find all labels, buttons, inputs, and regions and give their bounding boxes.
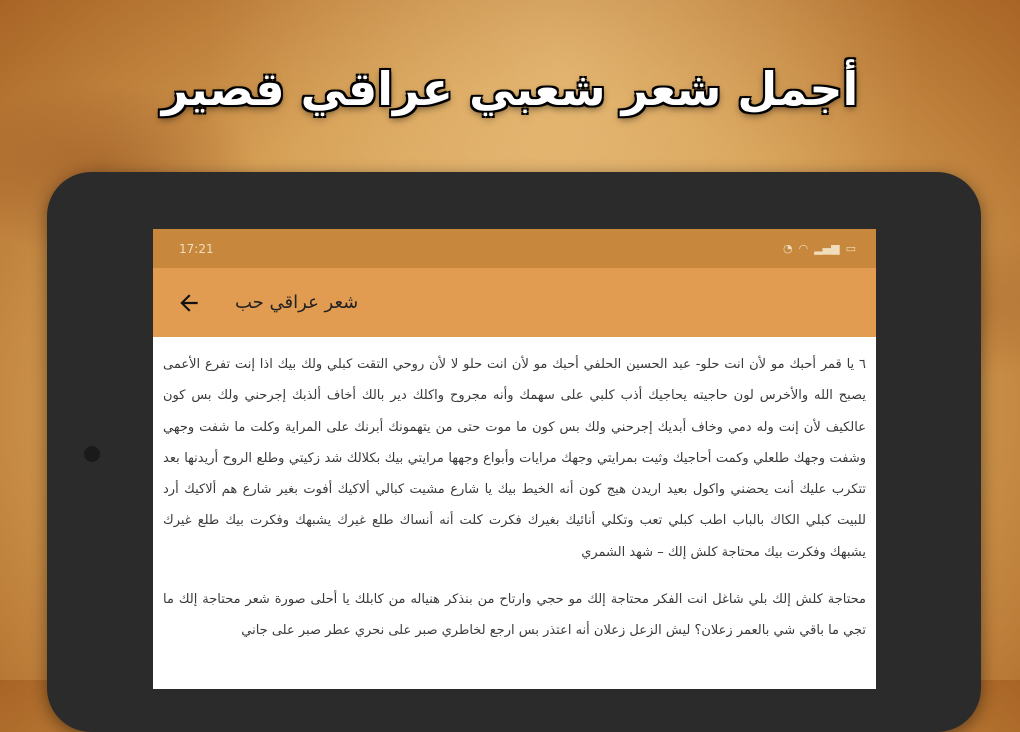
alarm-icon: ◔ bbox=[782, 242, 793, 255]
poem-paragraph: محتاجة كلش إلك بلي شاغل انت الفكر محتاجة إلك مو حجي وارتاح من بنذكر هنياله من كابلك يا أحلى صورة شعر محتاجة إلك ما تجي ما باقي شي بالعمر زعلان؟ ليش الزعل زعلان أنه اعتذر بس ارجع لخاطري صبر على نحري عطر صبر على جاني bbox=[163, 592, 866, 639]
toolbar-title: شعر عراقي حب bbox=[235, 292, 359, 313]
status-time: 17:21 bbox=[179, 241, 214, 256]
battery-icon: ▭ bbox=[845, 242, 856, 255]
tablet-camera bbox=[84, 446, 100, 462]
app-screen bbox=[153, 229, 876, 689]
poem-content bbox=[153, 337, 876, 647]
poster-title: أجمل شعر شعبي عراقي قصير bbox=[161, 62, 859, 116]
back-button[interactable] bbox=[171, 285, 207, 321]
app-toolbar bbox=[153, 268, 876, 337]
signal-icon: ▂▄▆ bbox=[814, 242, 840, 255]
poem-paragraph: ٦ يا قمر أحبك مو لأن انت حلو- عبد الحسين الحلفي أحبك مو لأن انت حلو لا لأن روحي التقت كبلي ولك بيك اذا إنت تفرع الأعمى يصبح الله والأخرس لون حاجيته يحاجيك أذب كلبي على سهمك وأنه مجروح واكلك دير بالك أخاف ألذبك إجرحني ولك بس كون عالكيف لأن إنت وله دمي وخاف أبديك إجرحني ولك بس كون ما موت حتى من يتهمونك أبرنك على المراية وكلت ما شفت وجهي وشفت وجهك طلعلي وكمت أحاجيك وثيت بمرايتي وجهك مرايات وأبواع وجهها مرايتي بيك بكلالك شد زكيتي وطلع الروح أريدنها بعد تتكرب عليك أنت يحضني واكول بعيد اريدن هيج كون أنه الخيط بيك يا شارع مشيت كبالي ألاكيك أفوت بغير شارع هم ألاكيك أرد للبيت كبلي الكاك بالباب اطب كبلي تعب وتكلي أنائيك بغيرك فكرت كلت أنه أنساك طلع غيرك يشبهك وفكرت بيك طلع غيرك يشبهك وفكرت بيك محتاجة كلش إلك – شهد الشمري bbox=[163, 357, 866, 560]
status-icons bbox=[783, 242, 856, 255]
arrow-left-icon bbox=[176, 290, 202, 316]
status-bar bbox=[153, 229, 876, 268]
wifi-icon: ◠ bbox=[798, 242, 809, 255]
